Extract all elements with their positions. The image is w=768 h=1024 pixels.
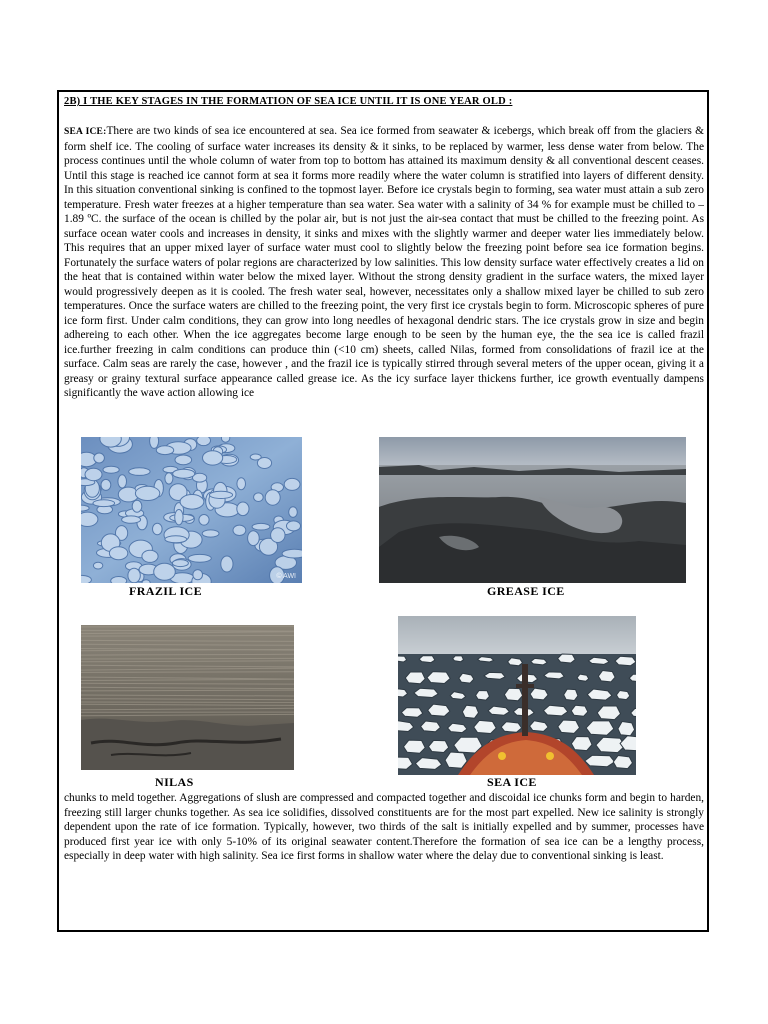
body-paragraph-2: chunks to meld together. Aggregations of slush are compressed and compacted together and discoidal ice chunks form and begin to harden, freezing still larger chunks together. As sea ice solidifies, dissolved constituents are for the most part expelled. New ice salinity is strongly dependent upon the rate of ice formation. Typically, however, two thirds of the salt is initially expelled and by summer, processes have produced first year ice with only 5-10% of its original seawater content.Therefore the formation of sea ice can be a lengthy process, especially in deep water with high salinity. Sea ice first forms in shallow water where the delay due to conventional sinking is least. xyxy=(64,792,704,862)
paragraph-1-text: There are two kinds of sea ice encountered at sea. Sea ice formed from seawater & icebergs, which break off from the glaciers & form shelf ice. The cooling of surface water increases its density & it sinks, to be replaced by warmer, less dense water from below. The process continues until the whole column of water from top to bottom has attained its maximum density & all conventional descent ceases. Until this stage is reached ice cannot form at sea it forms more readily where the water column is stratified into layers of different density. In this situation conventional sinking is confined to the topmost layer. Before ice crystals begin to forming, sea water must attain a sub zero temperature. Fresh water freezes at a higher temperature than sea water. Sea water with a salinity of 34 % for example must be chilled to –1.89 ºC. the surface of the ocean is chilled by the polar air, but is not just the air-sea contact that must be chilled to the freezing point. As surface ocean water cools and increases in density, it sinks and mixes with the slightly warmer and deeper water lies immediately below. This requires that an upper mixed layer of surface water must cool to slightly below the freezing point before sea ice formation begins. Fortunately the surface waters of polar regions are characterized by low salinities. This low density surface water effectively creates a lid on the heat that is contained within water below the mixed layer. Without the strong density gradient in the surface waters, the mixed layer would progressively deepen as it is cooled. The fresh water seal, however, necessitates only a shallow mixed layer be chilled to sub zero temperatures. Once the surface waters are chilled to the freezing point, the very first ice crystals begin to form. Microscopic spheres of pure ice form first. Under calm conditions, they can grow into long needles of hexagonal dendric stars. The ice crystals grow in size and begin adhereing to each other. When the ice aggregates become large enough to be seen by the human eye, the the sea ice is called frazil ice.further freezing in calm conditions can produce thin (<10 cm) sheets, called Nilas, formed from consolidations of frazil ice at the surface. Calm seas are rarely the case, however , and the frazil ice is typically stirred through several meters of the upper ocean, giving it a greasy or grainy textural surface appearance called grease ice. As the icy surface layer thickens further, ice growth eventually dampens significantly the wave action allowing ice xyxy=(64,125,704,399)
sea-ice-label: SEA ICE: xyxy=(64,127,107,137)
frazil-ice-photo xyxy=(81,437,302,583)
grease-ice-image xyxy=(379,437,686,583)
sea-ice-caption: SEA ICE xyxy=(487,775,537,789)
nilas-photo xyxy=(81,625,294,770)
frazil-ice-image xyxy=(81,437,302,583)
grease-ice-caption: GREASE ICE xyxy=(487,584,565,598)
nilas-caption: NILAS xyxy=(155,775,194,789)
nilas-image xyxy=(81,625,294,770)
sea-ice-photo xyxy=(398,616,636,775)
sea-ice-image xyxy=(398,616,636,775)
photo-credit: © AWI xyxy=(276,573,296,580)
body-paragraph-1 xyxy=(64,124,704,401)
section-heading: 2B) I THE KEY STAGES IN THE FORMATION OF SEA ICE UNTIL IT IS ONE YEAR OLD : xyxy=(64,96,513,107)
frazil-ice-caption: FRAZIL ICE xyxy=(129,584,203,598)
grease-ice-photo xyxy=(379,437,686,583)
